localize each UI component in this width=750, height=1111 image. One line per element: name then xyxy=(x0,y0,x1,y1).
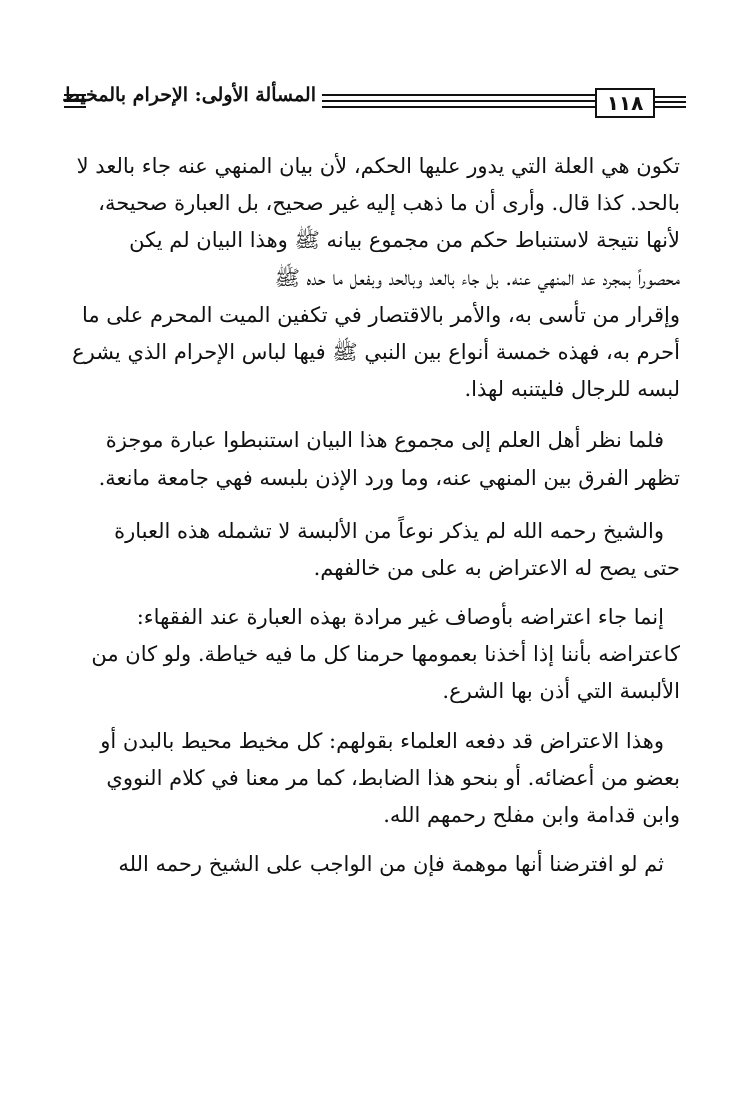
text-line: حتى يصح له الاعتراض به على من خالفهم. xyxy=(313,555,680,580)
paragraph xyxy=(72,723,680,835)
text-line: والشيخ رحمه الله لم يذكر نوعاً من الألبسة لا تشمله هذه العبارة xyxy=(114,518,664,543)
text-line: ثم لو افترضنا أنها موهمة فإن من الواجب على الشيخ رحمه الله xyxy=(118,852,664,877)
text-line: وإقرار من تأسى به، والأمر بالاقتصار في تكفين الميت المحرم على ما xyxy=(81,302,680,327)
text-line: بعضو من أعضائه. أو بنحو هذا الضابط، كما مر معنا في كلام النووي xyxy=(106,765,680,790)
header-rule xyxy=(655,96,686,98)
paragraph xyxy=(72,148,680,408)
text-line: تظهر الفرق بين المنهي عنه، وما ورد الإذن بلبسه فهي جامعة مانعة. xyxy=(98,465,680,490)
text-line: وهذا الاعتراض قد دفعه العلماء بقولهم: كل مخيط محيط بالبدن أو xyxy=(100,728,664,753)
text-line: بالحد. كذا قال. وأرى أن ما ذهب إليه غير صحيح، بل العبارة صحيحة، xyxy=(98,191,680,216)
page-body xyxy=(72,148,680,883)
paragraph xyxy=(72,846,680,883)
running-header xyxy=(62,80,686,122)
header-rule xyxy=(64,94,86,96)
header-rule xyxy=(322,94,595,96)
header-rule xyxy=(655,101,686,103)
header-rule xyxy=(322,106,595,108)
text-line: محصوراً بمجرد عد المنهي عنه. بل جاء بالعد وبالحد وبفعل ما حده ﷺ xyxy=(274,265,680,290)
header-rule xyxy=(322,100,595,102)
header-rule xyxy=(64,106,86,108)
text-line: أحرم به، فهذه خمسة أنواع بين النبي ﷺ فيها لباس الإحرام الذي يشرع xyxy=(72,339,680,364)
paragraph xyxy=(72,422,680,496)
page-number: ١١٨ xyxy=(595,88,655,118)
paragraph xyxy=(72,599,680,711)
paragraph xyxy=(72,513,680,587)
header-title: المسألة الأولى: الإحرام بالمخيط xyxy=(62,84,316,106)
text-line: كاعتراضه بأننا إذا أخذنا بعمومها حرمنا كل ما فيه خياطة. ولو كان من xyxy=(91,642,680,667)
text-line: فلما نظر أهل العلم إلى مجموع هذا البيان استنبطوا عبارة موجزة xyxy=(105,428,664,453)
text-line: وابن قدامة وابن مفلح رحمهم الله. xyxy=(383,803,680,827)
header-rule xyxy=(655,106,686,108)
header-rule xyxy=(64,100,86,102)
text-line: الألبسة التي أذن بها الشرع. xyxy=(442,679,680,704)
text-line: لأنها نتيجة لاستنباط حكم من مجموع بيانه ﷺ وهذا البيان لم يكن xyxy=(129,228,680,253)
text-line: تكون هي العلة التي يدور عليها الحكم، لأن بيان المنهي عنه جاء بالعد لا xyxy=(76,154,680,178)
text-line: إنما جاء اعتراضه بأوصاف غير مرادة بهذه العبارة عند الفقهاء: xyxy=(136,605,664,630)
text-line: لبسه للرجال فليتنبه لهذا. xyxy=(464,377,680,402)
